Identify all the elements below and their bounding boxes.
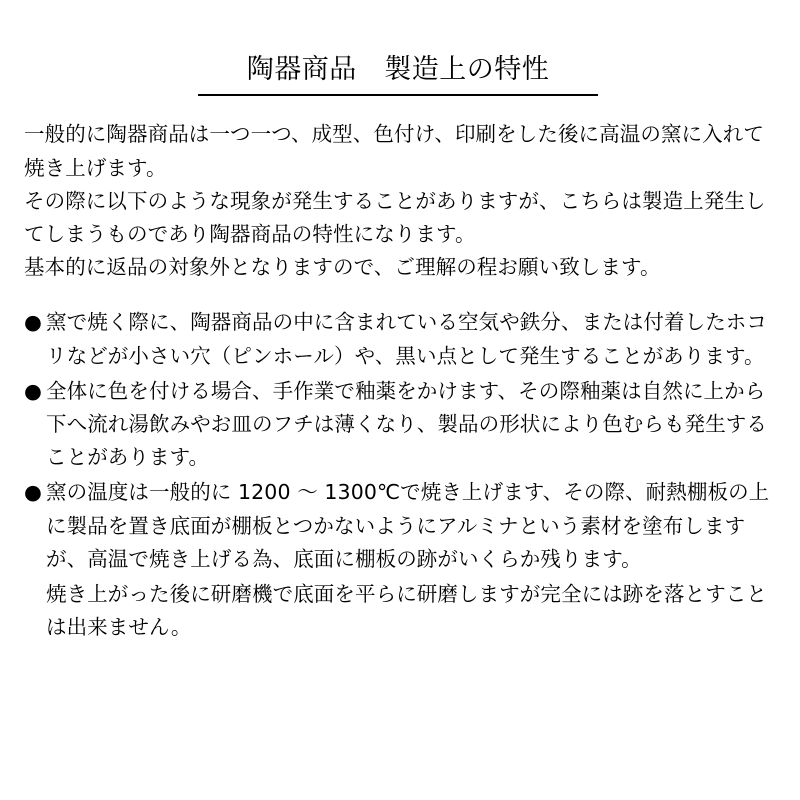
intro-section bbox=[24, 118, 772, 284]
list-item bbox=[24, 476, 772, 576]
bullet-marker-icon: ● bbox=[24, 310, 42, 335]
bullet-marker-icon: ● bbox=[24, 378, 42, 403]
list-item bbox=[24, 306, 772, 372]
intro-paragraph-1: 一般的に陶器商品は一つ一つ、成型、色付け、印刷をした後に高温の窯に入れて焼き上げます。 bbox=[24, 122, 764, 180]
closing-paragraph: 焼き上がった後に研磨機で底面を平らに研磨しますが完全には跡を落とすことは出来ません。 bbox=[46, 582, 767, 640]
bullet-marker-icon: ● bbox=[24, 480, 42, 505]
characteristics-list bbox=[24, 306, 772, 576]
list-item-text: 全体に色を付ける場合、手作業で釉薬をかけます、その際釉薬は自然に上から下へ流れ湯飲みやお皿のフチは薄くなり、製品の形状により色むらも発生することがあります。 bbox=[46, 378, 767, 470]
intro-paragraph-2: その際に以下のような現象が発生することがありますが、こちらは製造上発生してしまうものであり陶器商品の特性になります。 bbox=[24, 188, 766, 247]
intro-paragraph-3: 基本的に返品の対象外となりますので、ご理解の程お願い致します。 bbox=[24, 255, 661, 280]
list-item bbox=[24, 375, 772, 475]
list-item-text: 窯で焼く際に、陶器商品の中に含まれている空気や鉄分、または付着したホコリなどが小さい穴（ピンホール）や、黒い点として発生することがあります。 bbox=[46, 310, 767, 368]
list-item-text: 窯の温度は一般的に 1200 〜 1300℃で焼き上げます、その際、耐熱棚板の上に製品を置き底面が棚板とつかないようにアルミナという素材を塗布しますが、高温で焼き上げる為、底面に棚板の跡がいくらか残ります。 bbox=[46, 480, 770, 571]
page-title: 陶器商品 製造上の特性 bbox=[198, 52, 598, 96]
